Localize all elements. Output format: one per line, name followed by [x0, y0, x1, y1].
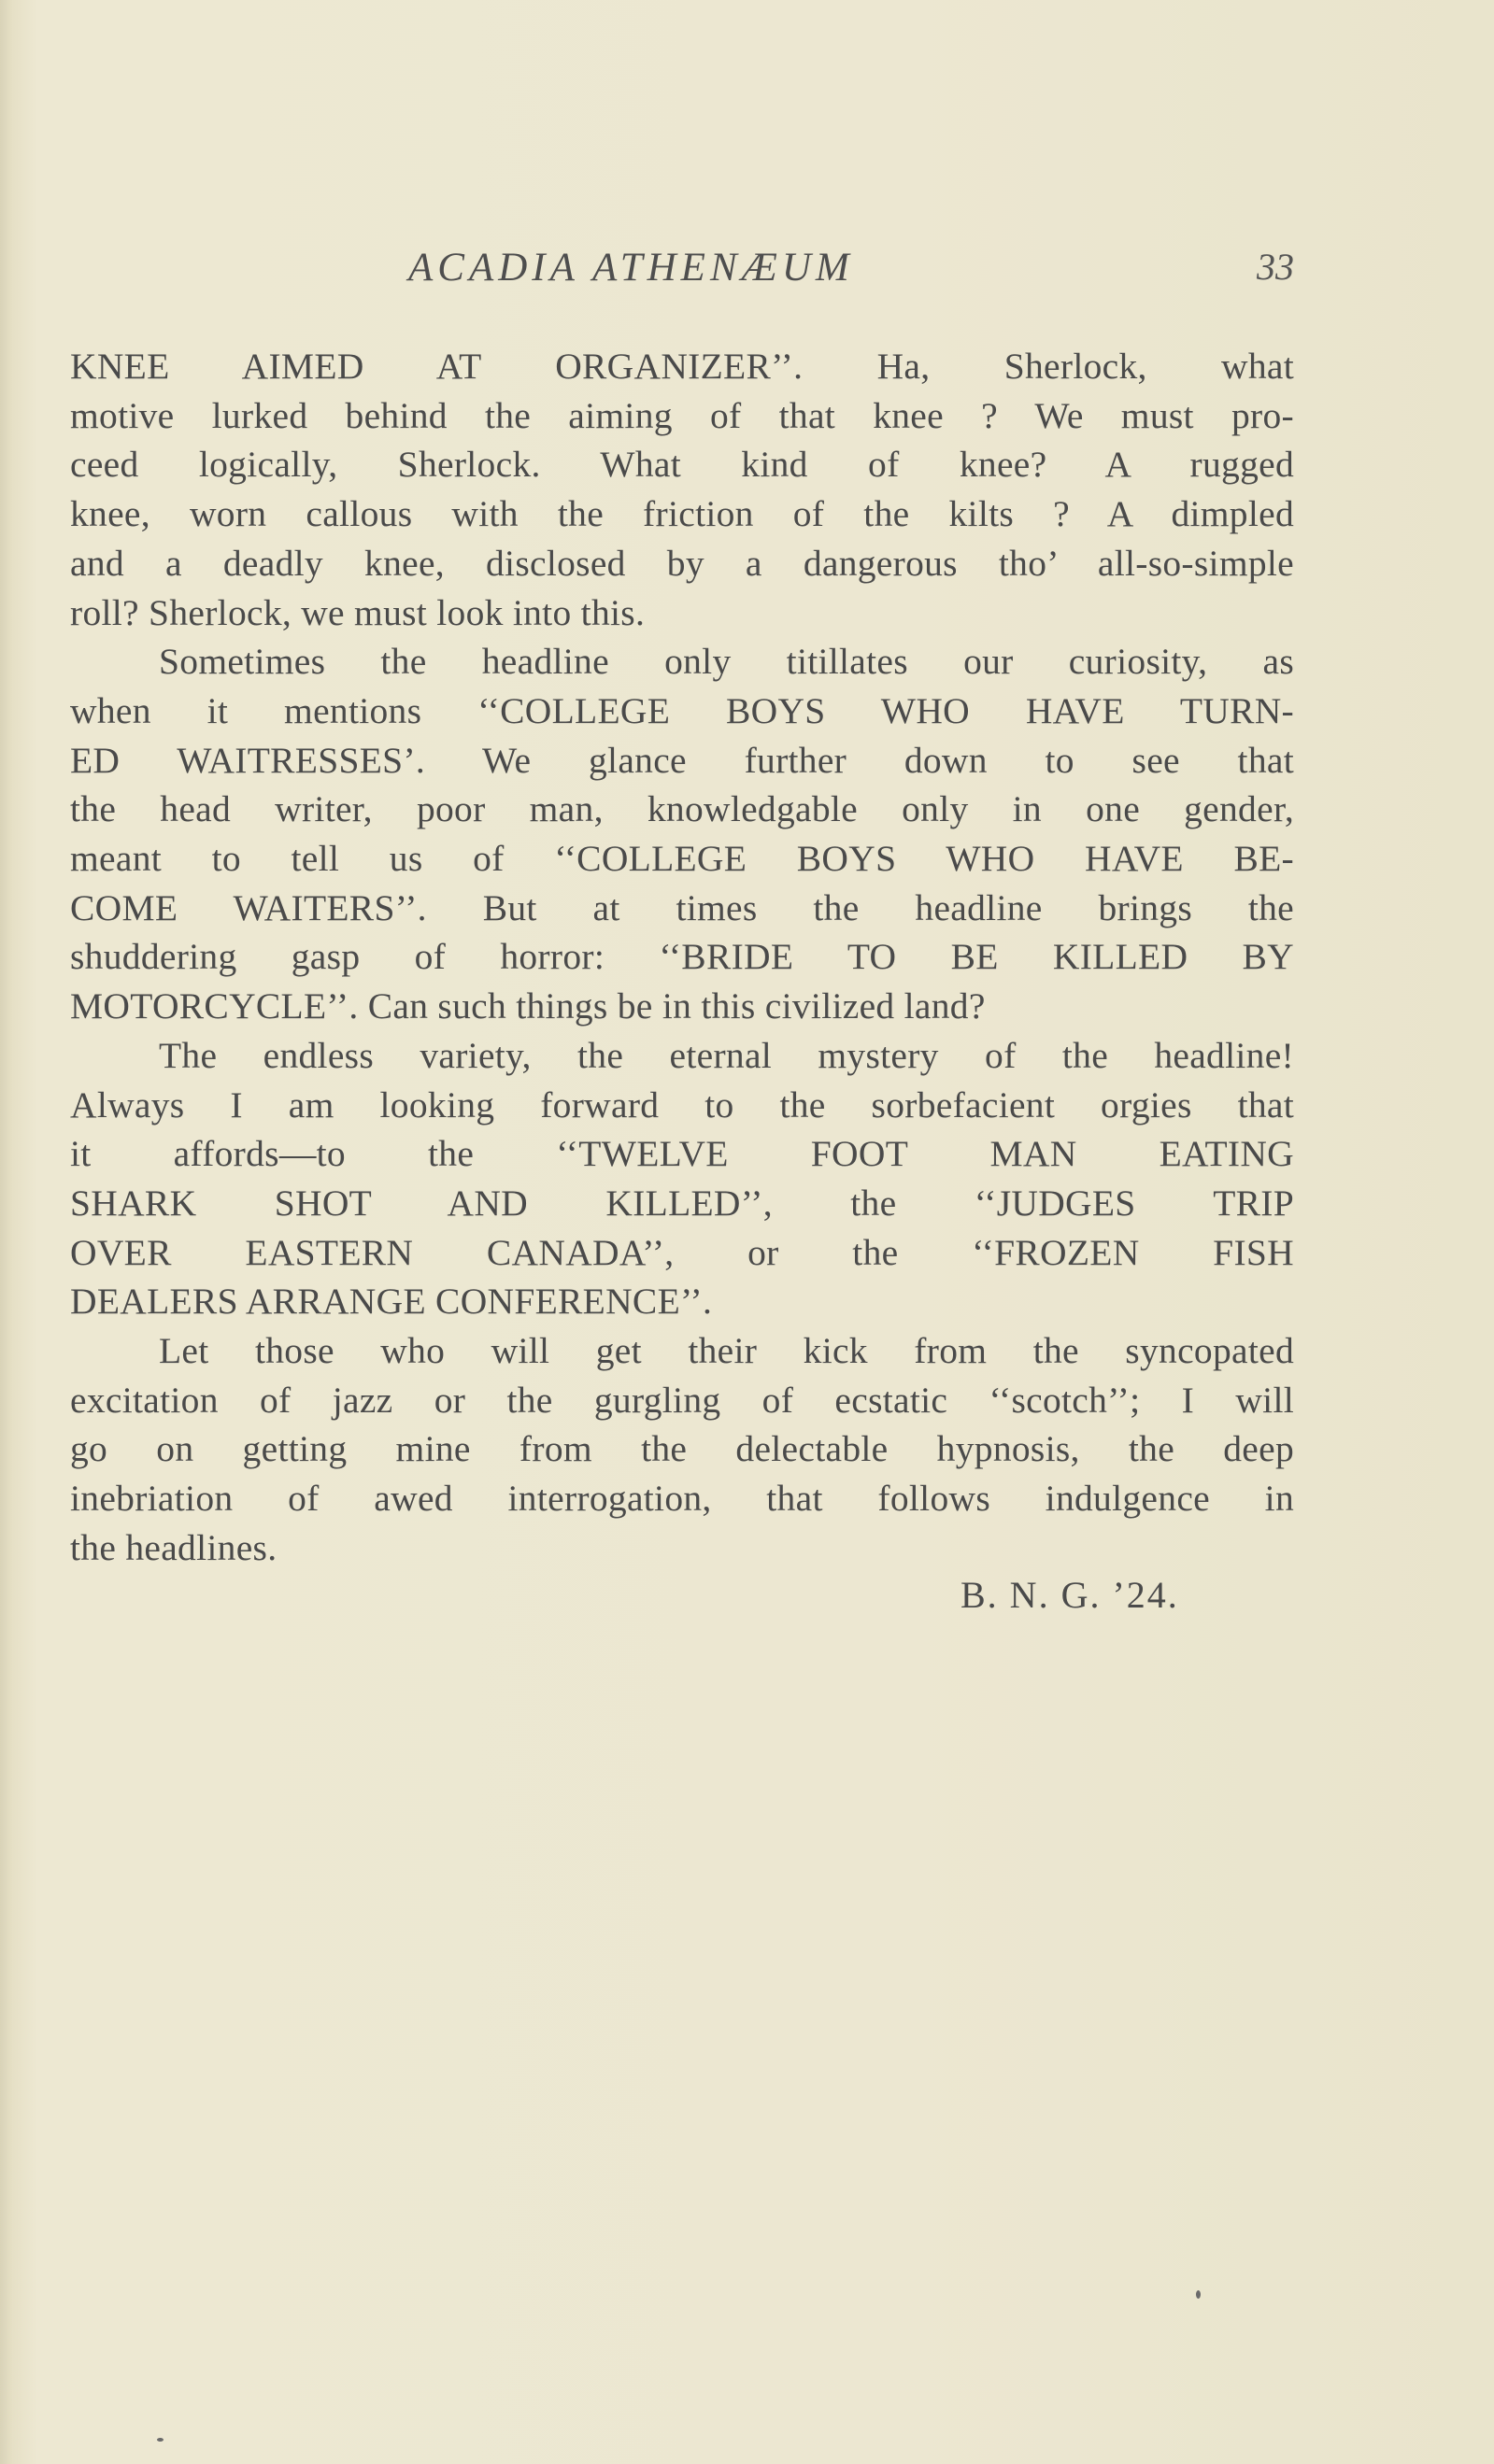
page-header — [70, 245, 1294, 301]
paragraph-1-end — [70, 588, 1294, 638]
text-line: ED WAITRESSES’. We glance further down to see that — [70, 739, 1294, 781]
page-number: 33 — [1257, 246, 1294, 288]
paragraph-1 — [70, 342, 1294, 588]
text-line: when it mentions ‘‘COLLEGE BOYS WHO HAVE TURN- — [70, 689, 1294, 731]
text-line: it affords—to the ‘‘TWELVE FOOT MAN EATING — [70, 1133, 1294, 1175]
text-line: DEALERS ARRANGE CONFERENCE’’. — [70, 1281, 713, 1323]
text-line: the headlines. — [70, 1526, 277, 1568]
text-line: knee, worn callous with the friction of the kilts ? A dimpled — [70, 493, 1294, 535]
text-line: The endless variety, the eternal mystery of the headline! — [159, 1034, 1294, 1076]
text-line: KNEE AIMED AT ORGANIZER’’. Ha, Sherlock, what — [70, 346, 1294, 387]
text-line: motive lurked behind the aiming of that knee ? We must pro- — [70, 394, 1294, 436]
paragraph-4 — [70, 1326, 1294, 1523]
text-line: OVER EASTERN CANADA’’, or the ‘‘FROZEN FISH — [70, 1231, 1294, 1273]
text-line: Always I am looking forward to the sorbefacient orgies that — [70, 1083, 1294, 1126]
text-line: ceed logically, Sherlock. What kind of knee? A rugged — [70, 444, 1294, 486]
text-line: SHARK SHOT AND KILLED’’, the ‘‘JUDGES TRIP — [70, 1182, 1294, 1224]
text-line: meant to tell us of ‘‘COLLEGE BOYS WHO HAVE BE- — [70, 838, 1294, 880]
ink-speck — [157, 2438, 164, 2442]
text-line: Let those who will get their kick from the syncopated — [159, 1330, 1294, 1372]
paragraph-2 — [70, 637, 1294, 982]
text-line: COME WAITERS’’. But at times the headline brings the — [70, 886, 1294, 928]
paragraph-3 — [70, 1031, 1294, 1278]
paragraph-4-end — [70, 1523, 1294, 1573]
text-line: roll? Sherlock, we must look into this. — [70, 591, 646, 633]
article-body — [70, 342, 1294, 1573]
running-head: ACADIA ATHENÆUM — [408, 246, 854, 290]
paragraph-3-end — [70, 1277, 1294, 1326]
text-line: shuddering gasp of horror: ‘‘BRIDE TO BE KILLED BY — [70, 936, 1294, 978]
text-line: the head writer, poor man, knowledgable only in one gender, — [70, 788, 1294, 830]
ink-speck — [1196, 2290, 1201, 2299]
text-line: Sometimes the headline only titillates our curiosity, as — [159, 641, 1294, 683]
author-signature: B. N. G. ’24. — [960, 1574, 1179, 1616]
text-line: go on getting mine from the delectable hypnosis, the deep — [70, 1428, 1294, 1470]
text-line: excitation of jazz or the gurgling of ecstatic ‘‘scotch’’; I will — [70, 1379, 1294, 1421]
text-line: inebriation of awed interrogation, that follows indulgence in — [70, 1478, 1294, 1520]
paragraph-2-end — [70, 982, 1294, 1031]
text-line: and a deadly knee, disclosed by a dangerous tho’ all-so-simple — [70, 542, 1294, 584]
text-line: MOTORCYCLE’’. Can such things be in this civilized land? — [70, 985, 986, 1027]
